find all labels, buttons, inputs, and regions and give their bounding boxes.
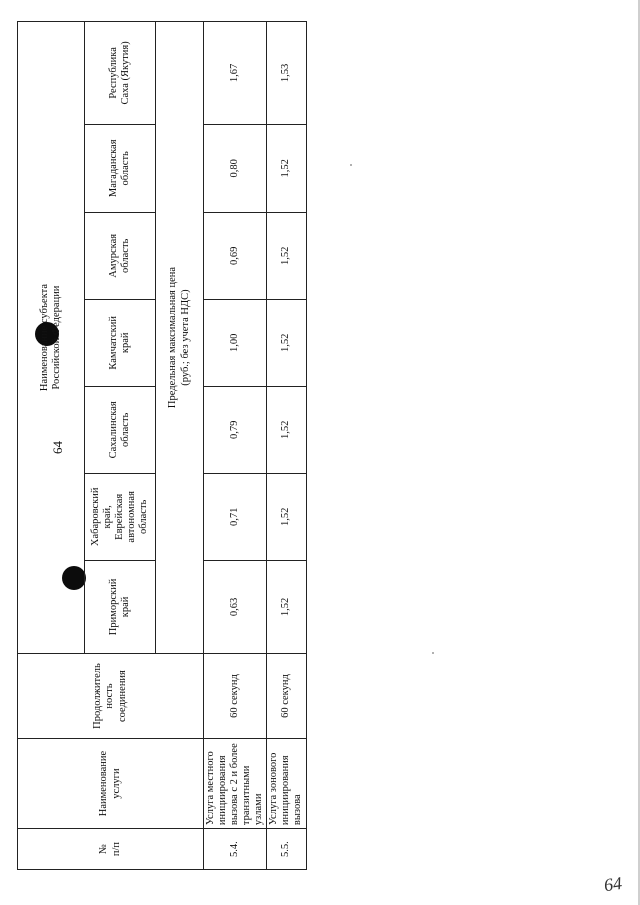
price-cell: 1,52 bbox=[267, 473, 306, 560]
row-num: 5.4. bbox=[204, 829, 267, 870]
row-duration: 60 секунд bbox=[267, 654, 306, 739]
header-region-1: Приморский край bbox=[85, 560, 156, 653]
speck bbox=[350, 164, 352, 166]
price-cell: 1,53 bbox=[267, 22, 306, 125]
header-region-2: Хабаровский край, Еврейская автономная область bbox=[85, 473, 156, 560]
table-row bbox=[267, 22, 306, 870]
page-number: 64 bbox=[50, 441, 65, 454]
price-cell: 1,00 bbox=[204, 299, 267, 386]
header-subject-group: Наименование субъекта Российской Федерации bbox=[18, 22, 85, 654]
price-cell: 0,80 bbox=[204, 124, 267, 212]
row-num: 5.5. bbox=[267, 829, 306, 870]
rotated-table-container bbox=[17, 21, 304, 870]
header-region-6: Магаданская область bbox=[85, 124, 156, 212]
header-region-4: Камчатский край bbox=[85, 299, 156, 386]
header-service: Наименование услуги bbox=[18, 738, 204, 828]
price-cell: 0,69 bbox=[204, 212, 267, 299]
header-duration: Продолжитель ность соединения bbox=[18, 654, 204, 739]
row-service: Услуга зонового инициирования вызова bbox=[267, 738, 306, 828]
price-cell: 1,52 bbox=[267, 299, 306, 386]
row-duration: 60 секунд bbox=[204, 654, 267, 739]
header-price-note: Предельная максимальная цена (руб.; без учета НДС) bbox=[156, 22, 204, 654]
price-cell: 0,63 bbox=[204, 560, 267, 653]
price-cell: 0,71 bbox=[204, 473, 267, 560]
tariff-table bbox=[17, 21, 307, 870]
price-cell: 0,79 bbox=[204, 386, 267, 473]
speck bbox=[432, 652, 434, 654]
price-cell: 1,52 bbox=[267, 212, 306, 299]
header-num: № п/п bbox=[18, 829, 204, 870]
price-cell: 1,52 bbox=[267, 560, 306, 653]
price-cell: 1,52 bbox=[267, 124, 306, 212]
handwritten-page-number: 64 bbox=[602, 872, 624, 896]
price-cell: 1,67 bbox=[204, 22, 267, 125]
header-region-5: Амурская область bbox=[85, 212, 156, 299]
price-cell: 1,52 bbox=[267, 386, 306, 473]
table-row bbox=[204, 22, 267, 870]
header-region-3: Сахалинская область bbox=[85, 386, 156, 473]
header-region-7: Республика Саха (Якутия) bbox=[85, 22, 156, 125]
row-service: Услуга местного инициирования вызова с 2 и более транзитными узлами bbox=[204, 738, 267, 828]
